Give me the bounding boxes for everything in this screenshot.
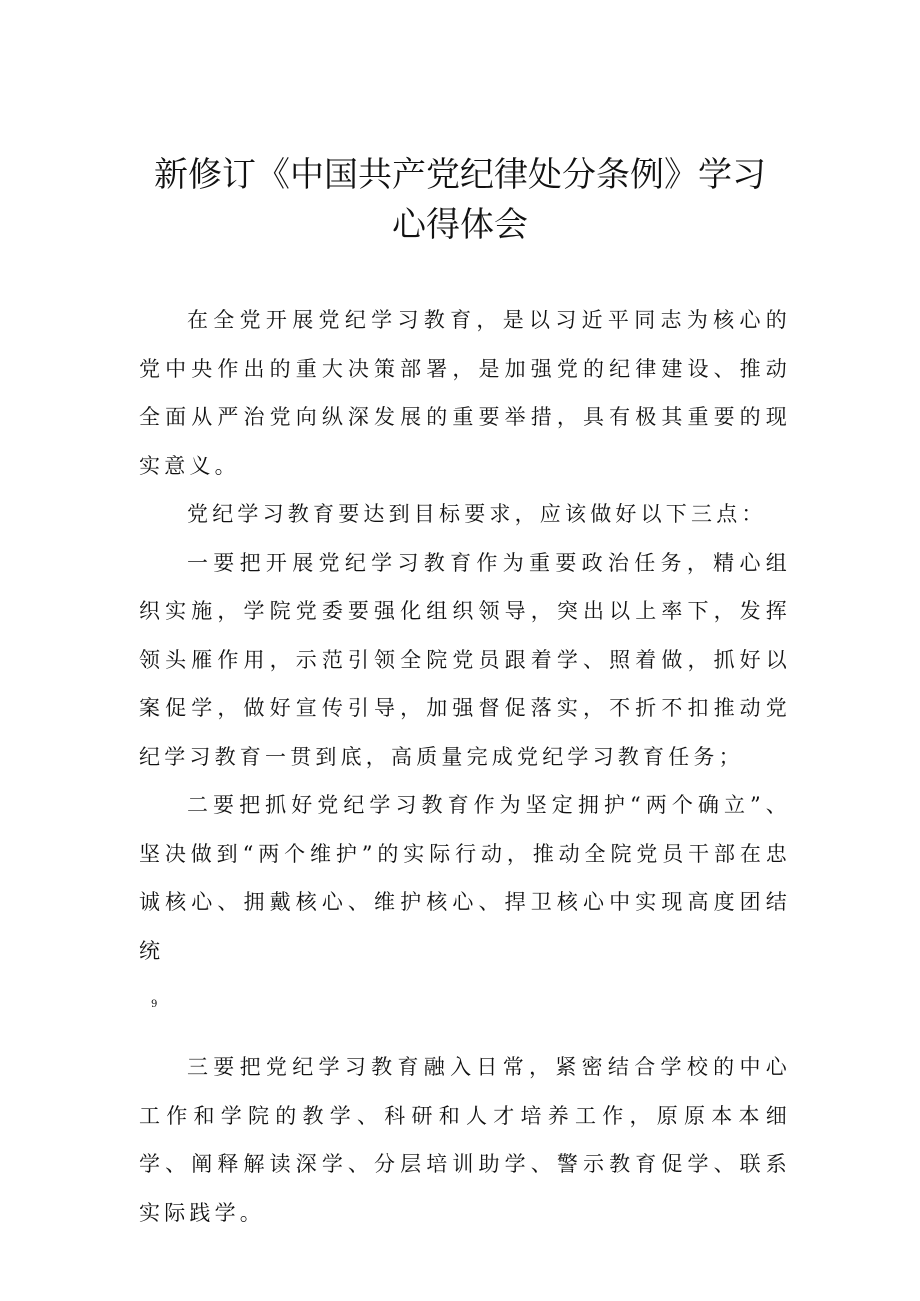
paragraph-point-1: 一要把开展党纪学习教育作为重要政治任务，精心组织实施，学院党委要强化组织领导，突出以上率下，发挥领头雁作用，示范引领全院党员跟着学、照着做，抓好以案促学，做好宣传引导，加强督促落实，不折不扣推动党纪学习教育一贯到底，高质量完成党纪学习教育任务； [139,550,791,769]
paragraph-intro: 在全党开展党纪学习教育，是以习近平同志为核心的党中央作出的重大决策部署，是加强党的纪律建设、推动全面从严治党向纵深发展的重要举措，具有极其重要的现实意义。 [139,308,791,478]
document-body [139,296,791,1237]
paragraph-point-2: 二要把抓好党纪学习教育作为坚定拥护“两个确立”、坚决做到“两个维护”的实际行动，推动全院党员干部在忠诚核心、拥戴核心、维护核心、捍卫核心中实现高度团结统 [139,793,791,963]
paragraph-point-3: 三要把党纪学习教育融入日常，紧密结合学校的中心工作和学院的教学、科研和人才培养工作，原原本本细学、阐释解读深学、分层培训助学、警示教育促学、联系实际践学。 [139,1055,791,1225]
stray-mark: 9 [151,999,158,1010]
title-line-2: 心得体会 [392,205,528,245]
paragraph-lead: 党纪学习教育要达到目标要求，应该做好以下三点： [187,502,767,526]
stray-mark-line [139,975,791,1043]
title-line-1: 新修订《中国共产党纪律处分条例》学习 [154,155,766,195]
document-title [0,150,920,250]
